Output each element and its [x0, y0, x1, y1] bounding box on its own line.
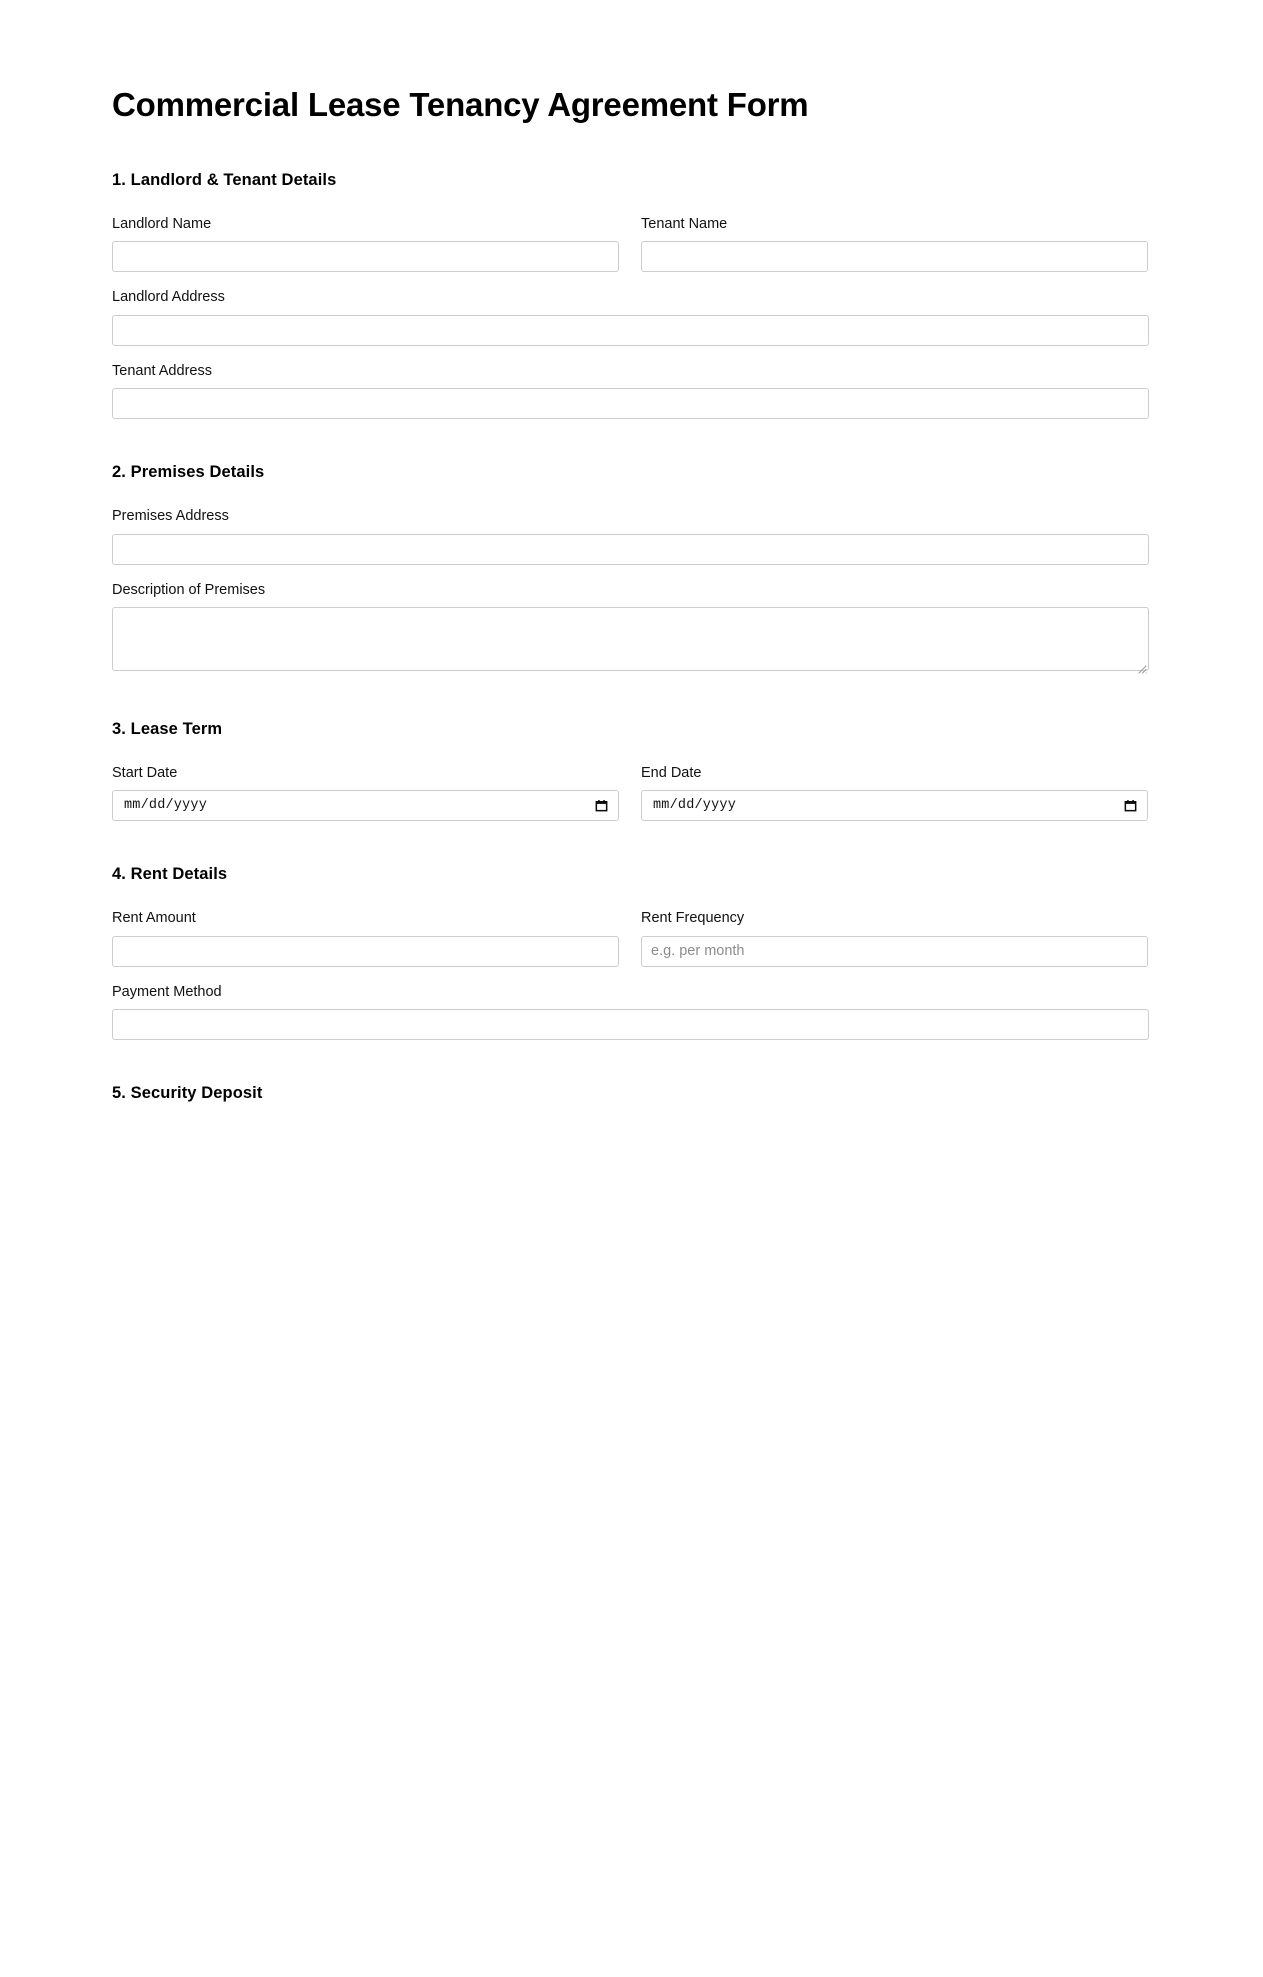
- calendar-icon[interactable]: [594, 798, 609, 813]
- calendar-icon[interactable]: [1123, 798, 1138, 813]
- rent-frequency-input[interactable]: [641, 936, 1148, 967]
- field-description-of-premises: [112, 582, 1149, 676]
- section-heading: 5. Security Deposit: [112, 1084, 263, 1103]
- field-row: [112, 289, 1149, 345]
- field-label: Payment Method: [112, 983, 222, 1000]
- field-row: [112, 508, 1149, 564]
- section-rent-details: [112, 865, 1149, 1040]
- end-date-placeholder: mm/dd/yyyy: [653, 798, 737, 814]
- start-date-input[interactable]: [112, 790, 619, 821]
- field-row: [112, 984, 1149, 1040]
- field-row: [112, 765, 1149, 821]
- field-label: Landlord Name: [112, 215, 212, 232]
- field-label: Start Date: [112, 764, 178, 781]
- section-heading: 4. Rent Details: [112, 865, 228, 884]
- premises-address-input[interactable]: [112, 534, 1149, 565]
- field-label: Landlord Address: [112, 289, 225, 306]
- tenant-address-input[interactable]: [112, 388, 1149, 419]
- section-landlord-tenant-details: [112, 171, 1149, 419]
- field-rent-frequency: [641, 910, 1148, 966]
- section-lease-term: [112, 720, 1149, 821]
- field-premises-address: [112, 508, 1149, 564]
- start-date-placeholder: mm/dd/yyyy: [124, 798, 208, 814]
- field-tenant-address: [112, 363, 1149, 419]
- payment-method-input[interactable]: [112, 1009, 1149, 1040]
- field-label: Rent Frequency: [641, 910, 745, 927]
- field-row: [112, 582, 1149, 676]
- tenant-name-input[interactable]: [641, 241, 1148, 272]
- form-container: [112, 86, 1149, 1103]
- landlord-address-input[interactable]: [112, 315, 1149, 346]
- field-landlord-address: [112, 289, 1149, 345]
- field-payment-method: [112, 984, 1149, 1040]
- section-security-deposit: [112, 1084, 1149, 1103]
- section-heading: 2. Premises Details: [112, 463, 265, 482]
- field-row: [112, 363, 1149, 419]
- field-label: Tenant Address: [112, 362, 212, 379]
- field-row: [112, 216, 1149, 272]
- section-heading: 1. Landlord & Tenant Details: [112, 170, 337, 189]
- field-row: [112, 910, 1149, 966]
- field-rent-amount: [112, 910, 619, 966]
- field-end-date: [641, 765, 1148, 821]
- section-heading: 3. Lease Term: [112, 719, 223, 738]
- landlord-name-input[interactable]: [112, 241, 619, 272]
- textarea-wrapper: [112, 607, 1149, 676]
- description-of-premises-textarea[interactable]: [112, 607, 1149, 671]
- field-label: Premises Address: [112, 508, 229, 525]
- field-tenant-name: [641, 216, 1148, 272]
- field-landlord-name: [112, 216, 619, 272]
- field-label: Rent Amount: [112, 910, 196, 927]
- field-start-date: [112, 765, 619, 821]
- rent-amount-input[interactable]: [112, 936, 619, 967]
- page-title: Commercial Lease Tenancy Agreement Form: [112, 86, 809, 123]
- end-date-input[interactable]: [641, 790, 1148, 821]
- field-label: Tenant Name: [641, 215, 728, 232]
- field-label: Description of Premises: [112, 581, 266, 598]
- section-premises-details: [112, 463, 1149, 676]
- field-label: End Date: [641, 764, 702, 781]
